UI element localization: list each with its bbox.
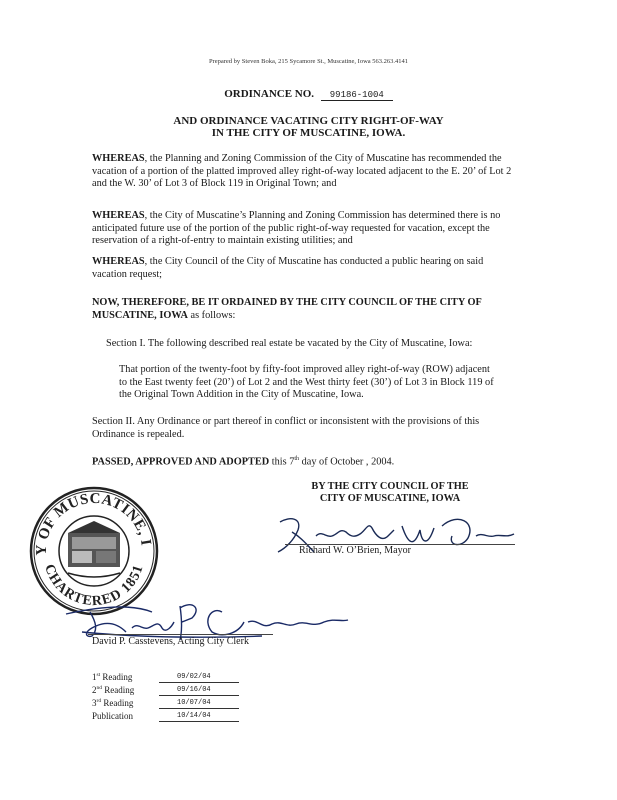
reading-label: 2nd Reading	[92, 685, 135, 695]
reading-date: 09/16/04	[159, 685, 239, 696]
whereas-lead: WHEREAS	[92, 153, 145, 164]
section-1: Section I. The following described real estate be vacated by the City of Muscatine, Iowa:	[106, 338, 473, 349]
council-heading	[290, 481, 490, 505]
whereas-paragraph-1	[92, 153, 520, 191]
now-therefore-rest: as follows:	[187, 309, 236, 321]
whereas-lead: WHEREAS	[92, 256, 145, 267]
passed-line	[92, 456, 522, 467]
clerk-name: David P. Casstevens, Acting City Clerk	[92, 636, 249, 647]
now-therefore-bold: NOW, THEREFORE, BE IT ORDAINED BY THE CITY COUNCIL OF THE CITY OF MUSCATINE, IOWA	[92, 297, 482, 321]
whereas-lead: WHEREAS	[92, 210, 145, 221]
seal-text-top: Y OF MUSCATINE, I	[33, 490, 154, 556]
whereas-text: , the Planning and Zoning Commission of the City of Muscatine has recommended the vacation of a portion of the platted improved alley right-of-way located adjacent to the E. 20’ of Lot 2 and the W. 30’ of Lot 3 of Block 119 in Original Town; and	[92, 153, 512, 189]
passed-bold: PASSED, APPROVED AND ADOPTED	[92, 456, 270, 468]
whereas-paragraph-3	[92, 256, 520, 281]
title-line-2: IN THE CITY OF MUSCATINE, IOWA.	[211, 127, 406, 139]
council-line-1: BY THE CITY COUNCIL OF THE	[311, 481, 469, 492]
prepared-by-line: Prepared by Steven Boka, 215 Sycamore St., Muscatine, Iowa 563.263.4141	[208, 58, 409, 65]
reading-label: 3rd Reading	[92, 698, 134, 708]
reading-label: 1st Reading	[92, 672, 133, 682]
mayor-name: Richard W. O’Brien, Mayor	[299, 545, 411, 556]
publication-date: 10/14/04	[159, 711, 239, 722]
reading-date: 10/07/04	[159, 698, 239, 709]
title-line-1: AND ORDINANCE VACATING CITY RIGHT-OF-WAY	[173, 115, 444, 127]
council-line-2: CITY OF MUSCATINE, IOWA	[319, 493, 461, 504]
whereas-text: , the City Council of the City of Muscatine has conducted a public hearing on said vacation request;	[92, 256, 484, 280]
publication-label: Publication	[92, 711, 133, 721]
passed-pre: this 7	[269, 456, 295, 468]
reading-date: 09/02/04	[159, 672, 239, 683]
ordinance-title	[0, 115, 617, 139]
whereas-text: , the City of Muscatine’s Planning and Zoning Commission has determined there is no anticipated future use of the portion of the public right-of-way requested for vacation, except the reservation of a right-of-entry to maintain existing utilities; and	[92, 210, 501, 246]
now-therefore-paragraph	[92, 297, 520, 322]
legal-description: That portion of the twenty-foot by fifty-foot improved alley right-of-way (ROW) adjacent to the East twenty feet (20’) of Lot 2 and the West thirty feet (30’) of Lot 3 in Block 119 of the Original Town Addition in the City of Muscatine, Iowa.	[119, 364, 494, 400]
ordinance-number: 99186-1004	[321, 90, 393, 101]
passed-post: day of October , 2004.	[299, 456, 395, 468]
whereas-paragraph-2	[92, 210, 520, 248]
section-2: Section II. Any Ordinance or part thereof in conflict or inconsistent with the provisions of this Ordinance is repealed.	[92, 416, 480, 440]
passed-sup: th	[294, 456, 300, 462]
seal-text-bottom: CHARTERED 1851	[41, 562, 147, 610]
ordinance-number-line	[0, 88, 617, 101]
ordinance-label: ORDINANCE NO.	[224, 88, 315, 100]
clerk-signature-line	[88, 634, 273, 635]
